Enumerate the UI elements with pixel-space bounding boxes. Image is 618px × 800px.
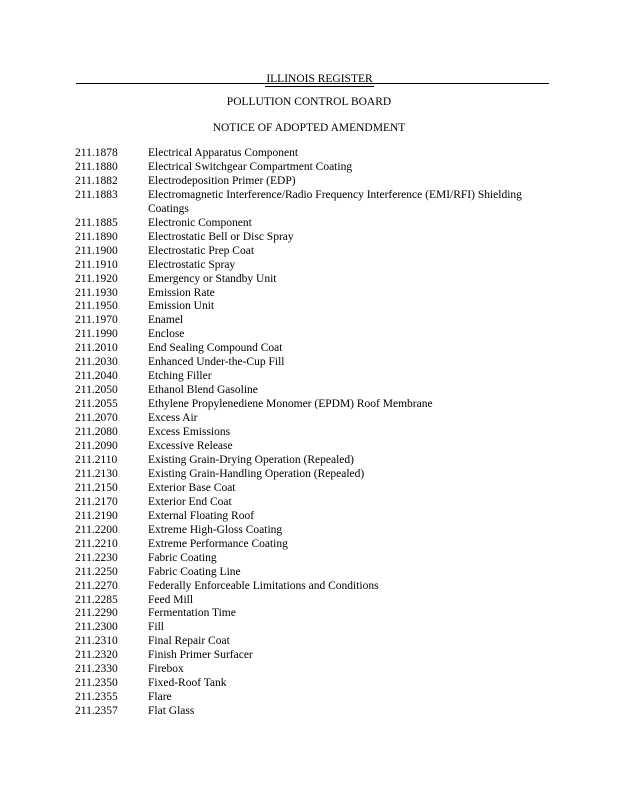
section-number: 211.2030	[75, 356, 118, 369]
defined-term: External Floating Roof	[148, 509, 255, 522]
definition-row	[75, 538, 555, 552]
defined-term: Electrostatic Bell or Disc Spray	[148, 230, 294, 243]
section-number: 211.2090	[75, 440, 118, 453]
defined-term: Enamel	[148, 314, 184, 327]
defined-term: Finish Primer Surfacer	[148, 649, 253, 662]
defined-term: Electrodeposition Primer (EDP)	[148, 174, 296, 187]
definition-row	[75, 189, 555, 217]
defined-term: Extreme High-Gloss Coating	[148, 523, 283, 536]
definition-row	[75, 468, 555, 482]
section-number: 211.2290	[75, 607, 118, 620]
section-number: 211.2355	[75, 691, 118, 704]
defined-term: Fixed-Roof Tank	[148, 677, 227, 690]
defined-term: Ethylene Propylenediene Monomer (EPDM) Roof Membrane	[148, 398, 433, 411]
section-number: 211.1890	[75, 230, 118, 243]
section-number: 211.2080	[75, 426, 118, 439]
defined-term: Emission Rate	[148, 286, 215, 299]
section-number: 211.1882	[75, 174, 118, 187]
defined-term: Existing Grain-Drying Operation (Repealed)	[148, 453, 354, 466]
defined-term: Ethanol Blend Gasoline	[148, 384, 258, 397]
definition-row	[75, 454, 555, 468]
defined-term: Emission Unit	[148, 300, 215, 313]
defined-term: Flat Glass	[148, 705, 195, 718]
definition-row	[75, 412, 555, 426]
section-number: 211.2040	[75, 370, 118, 383]
section-number: 211.1900	[75, 244, 118, 257]
section-number: 211.1885	[75, 216, 118, 229]
definition-row	[75, 259, 555, 273]
section-number: 211.1920	[75, 272, 118, 285]
definition-row	[75, 496, 555, 510]
defined-term: Enhanced Under-the-Cup Fill	[148, 356, 285, 369]
definition-row	[75, 635, 555, 649]
section-number: 211.2050	[75, 384, 118, 397]
section-number: 211.2330	[75, 663, 118, 676]
defined-term: Excess Emissions	[148, 426, 231, 439]
defined-term: Fabric Coating Line	[148, 565, 241, 578]
section-number: 211.1930	[75, 286, 118, 299]
section-number: 211.2250	[75, 565, 118, 578]
register-header	[76, 69, 549, 84]
section-number: 211.1990	[75, 328, 118, 341]
register-title: ILLINOIS REGISTER	[266, 73, 373, 85]
definition-row	[75, 677, 555, 691]
definition-row	[75, 649, 555, 663]
definition-row	[75, 482, 555, 496]
section-number: 211.2010	[75, 342, 118, 355]
section-number: 211.2130	[75, 467, 118, 480]
definition-row	[75, 245, 555, 259]
definition-row	[75, 342, 555, 356]
defined-term: Firebox	[148, 663, 184, 676]
section-number: 211.2230	[75, 551, 118, 564]
definition-row	[75, 287, 555, 301]
defined-term: Flare	[148, 691, 172, 704]
definition-row	[75, 175, 555, 189]
definitions-list	[75, 147, 555, 719]
definition-row	[75, 426, 555, 440]
section-number: 211.1878	[75, 147, 118, 159]
section-number: 211.1880	[75, 160, 118, 173]
defined-term: Excessive Release	[148, 440, 233, 453]
definition-row	[75, 161, 555, 175]
defined-term: Excess Air	[148, 412, 198, 425]
definition-row	[75, 356, 555, 370]
section-number: 211.2350	[75, 677, 118, 690]
definition-row	[75, 552, 555, 566]
defined-term: Exterior End Coat	[148, 495, 232, 508]
definition-row	[75, 273, 555, 287]
section-number: 211.2190	[75, 509, 118, 522]
definition-row	[75, 580, 555, 594]
section-number: 211.2200	[75, 523, 118, 536]
definition-row	[75, 147, 555, 161]
definition-row	[75, 217, 555, 231]
section-number: 211.2210	[75, 537, 118, 550]
definition-row	[75, 328, 555, 342]
section-number: 211.1883	[75, 188, 118, 201]
defined-term: Existing Grain-Handling Operation (Repealed)	[148, 467, 365, 480]
defined-term: Electromagnetic Interference/Radio Frequency Interference (EMI/RFI) Shielding Coatings	[148, 188, 522, 215]
definition-row	[75, 384, 555, 398]
defined-term: Electrical Switchgear Compartment Coating	[148, 160, 353, 173]
definition-row	[75, 398, 555, 412]
definition-row	[75, 370, 555, 384]
section-number: 211.2055	[75, 398, 118, 411]
definition-row	[75, 691, 555, 705]
section-number: 211.2110	[75, 453, 118, 466]
defined-term: Fill	[148, 621, 164, 634]
definition-row	[75, 607, 555, 621]
agency-title: POLLUTION CONTROL BOARD	[226, 96, 392, 108]
definition-row	[75, 314, 555, 328]
section-number: 211.1910	[75, 258, 118, 271]
defined-term: Exterior Base Coat	[148, 481, 236, 494]
definition-row	[75, 510, 555, 524]
defined-term: Extreme Performance Coating	[148, 537, 288, 550]
definition-row	[75, 231, 555, 245]
section-number: 211.2357	[75, 705, 118, 718]
defined-term: Final Repair Coat	[148, 635, 230, 648]
defined-term: End Sealing Compound Coat	[148, 342, 283, 355]
definition-row	[75, 621, 555, 635]
notice-title: NOTICE OF ADOPTED AMENDMENT	[212, 122, 406, 134]
defined-term: Electronic Component	[148, 216, 252, 229]
defined-term: Electrical Apparatus Component	[148, 147, 299, 159]
defined-term: Electrostatic Prep Coat	[148, 244, 255, 257]
definition-row	[75, 594, 555, 608]
definition-row	[75, 524, 555, 538]
defined-term: Fabric Coating	[148, 551, 217, 564]
definition-row	[75, 705, 555, 719]
section-number: 211.2310	[75, 635, 118, 648]
section-number: 211.2270	[75, 579, 118, 592]
defined-term: Electrostatic Spray	[148, 258, 236, 271]
section-number: 211.2300	[75, 621, 118, 634]
definition-row	[75, 440, 555, 454]
defined-term: Federally Enforceable Limitations and Conditions	[148, 579, 379, 592]
defined-term: Enclose	[148, 328, 185, 341]
section-number: 211.1950	[75, 300, 118, 313]
defined-term: Etching Filler	[148, 370, 212, 383]
defined-term: Feed Mill	[148, 593, 194, 606]
defined-term: Emergency or Standby Unit	[148, 272, 277, 285]
definition-row	[75, 663, 555, 677]
defined-term: Fermentation Time	[148, 607, 236, 620]
section-number: 211.1970	[75, 314, 118, 327]
section-number: 211.2320	[75, 649, 118, 662]
section-number: 211.2150	[75, 481, 118, 494]
section-number: 211.2070	[75, 412, 118, 425]
section-number: 211.2285	[75, 593, 118, 606]
definition-row	[75, 566, 555, 580]
definition-row	[75, 300, 555, 314]
section-number: 211.2170	[75, 495, 118, 508]
